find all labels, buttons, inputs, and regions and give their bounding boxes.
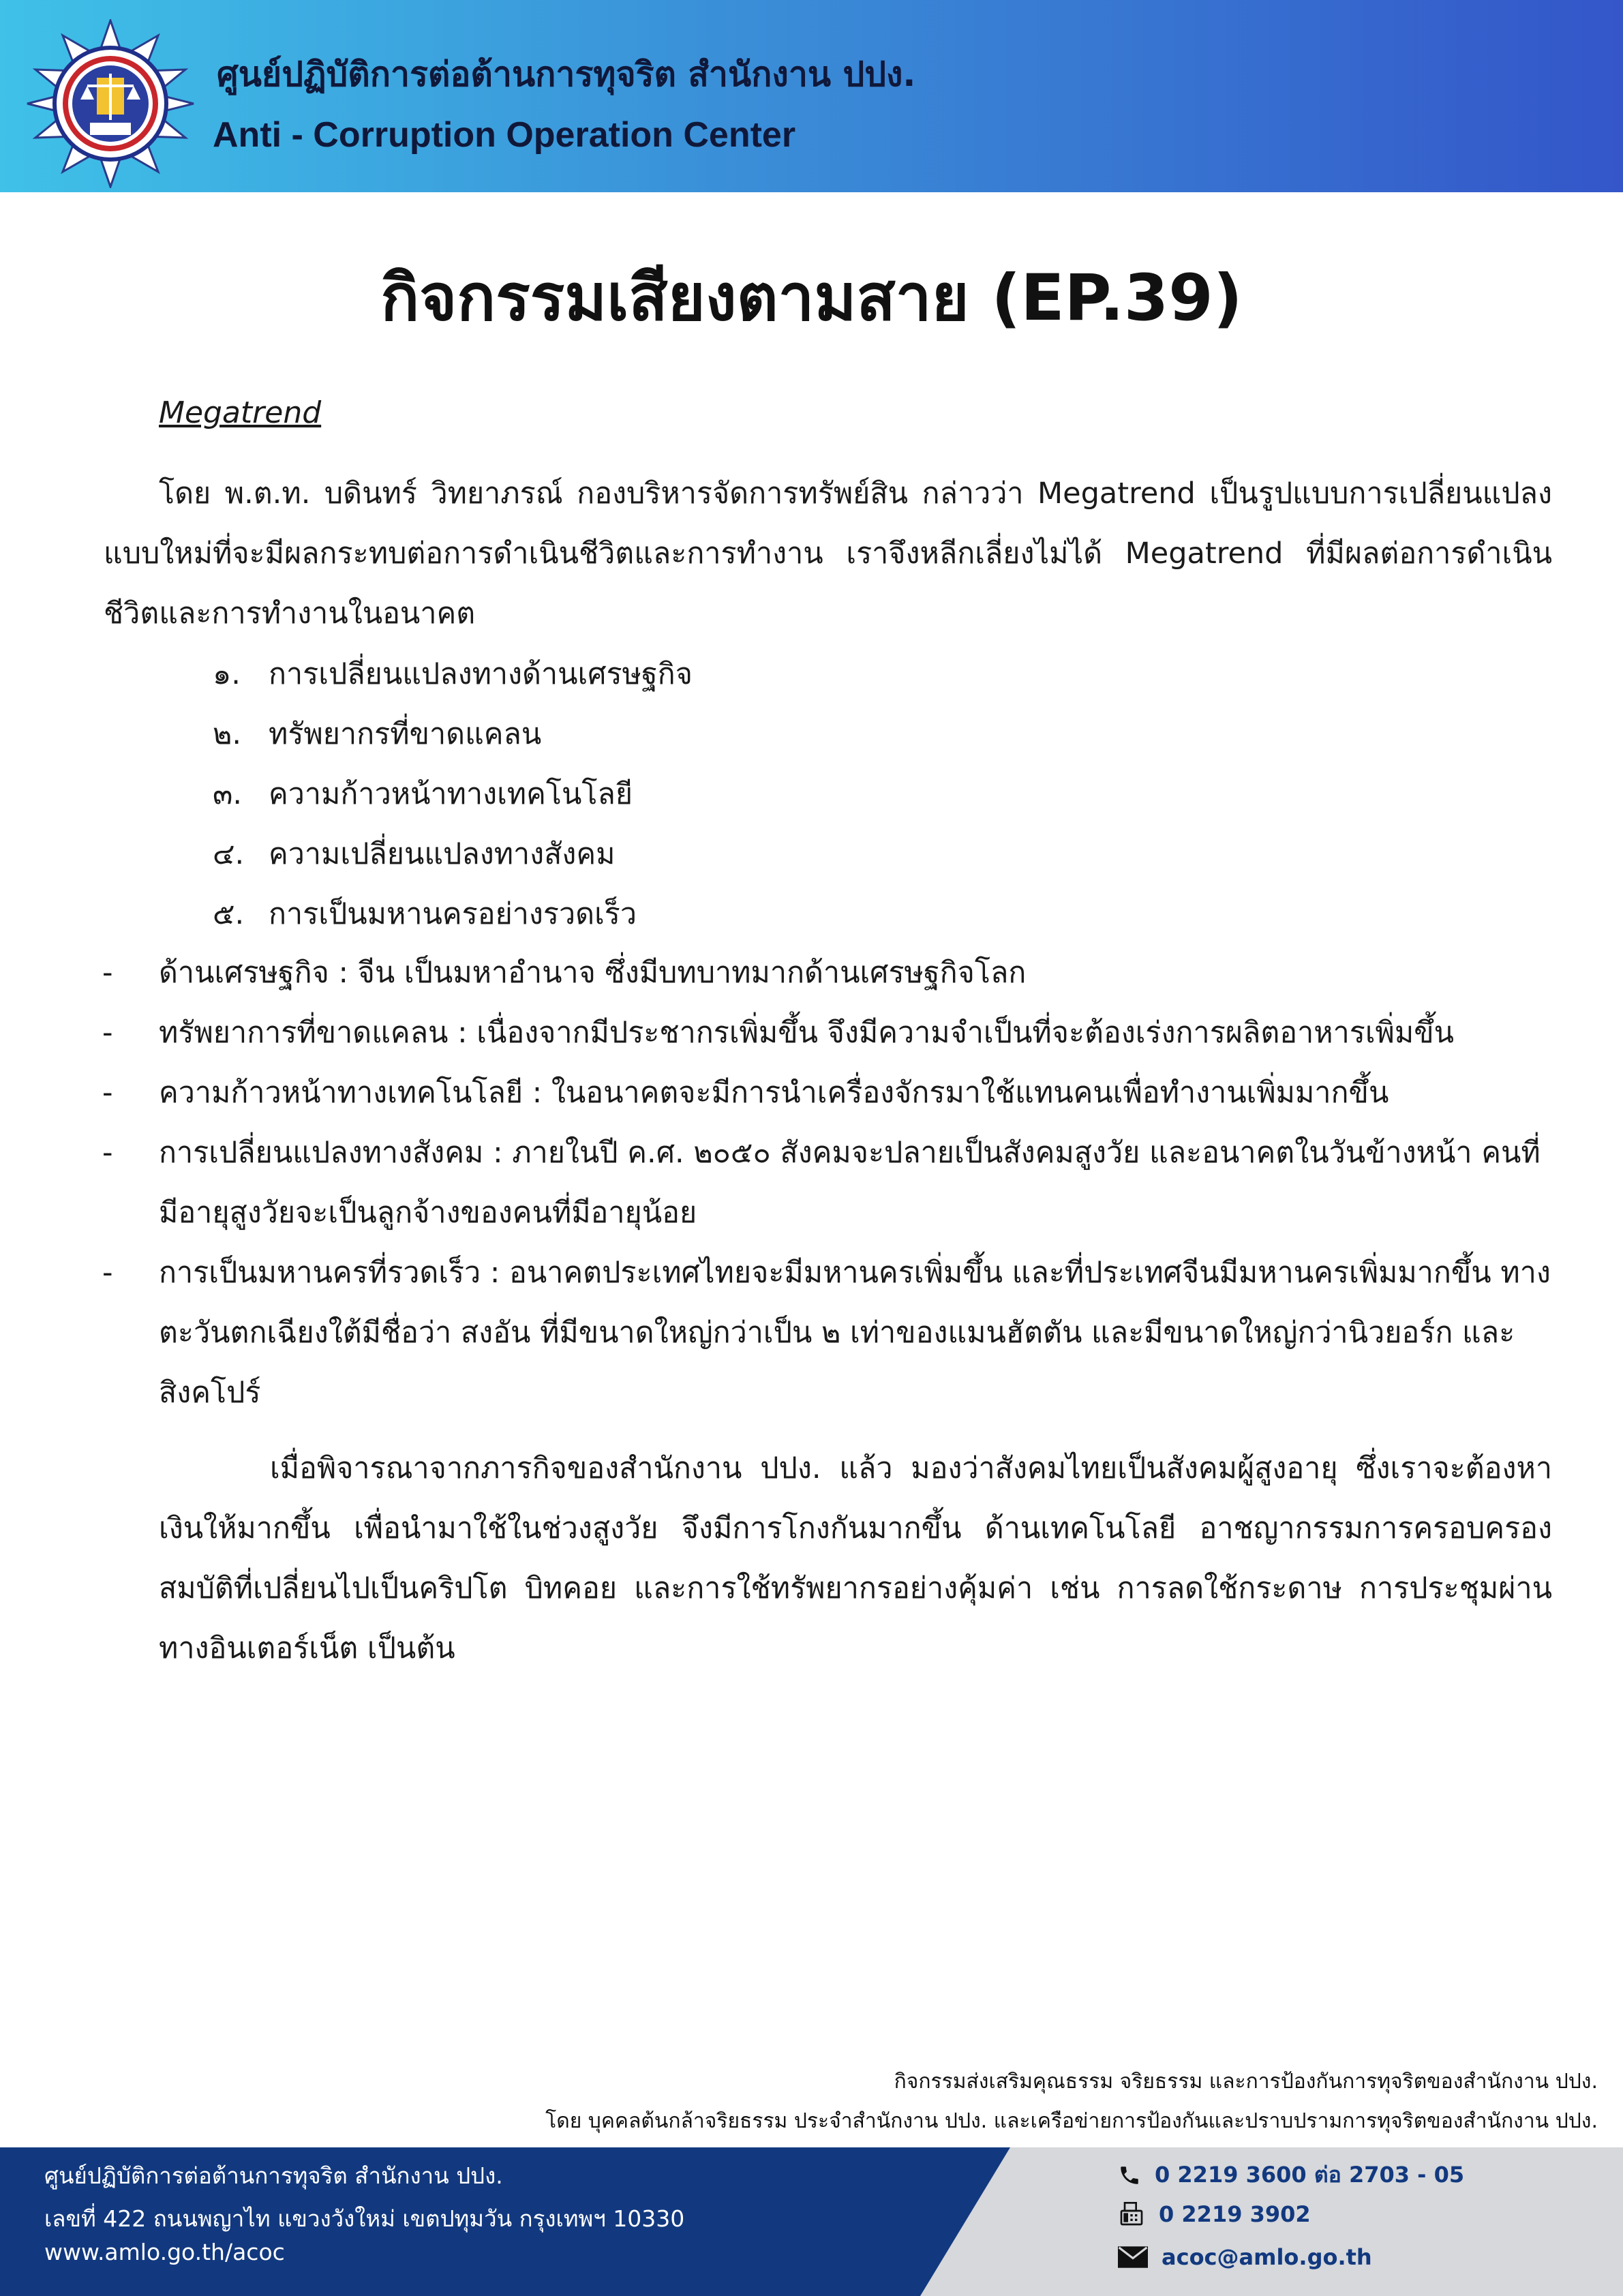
detail-list — [102, 943, 1554, 1423]
footer-website[interactable]: www.amlo.go.th/acoc — [44, 2239, 285, 2265]
footer-note: โดย บุคคลต้นกล้าจริยธรรม ประจำสำนักงาน ปปง. และเครือข่ายการป้องกันและปราบปรามการทุจริตของสำนักงาน ปปง. — [545, 2109, 1598, 2133]
list-item: - ทรัพยาการที่ขาดแคลน : เนื่องจากมีประชากรเพิ่มขึ้น จึงมีความจำเป็นที่จะต้องเร่งการผลิตอาหารเพิ่มขึ้น — [102, 1016, 1454, 1050]
list-item: - ความก้าวหน้าทางเทคโนโลยี : ในอนาคตจะมีการนำเครื่องจักรมาใช้แทนคนเพื่อทำงานเพิ่มมากขึ้น — [102, 1076, 1389, 1110]
footer-fax: 0 2219 3902 — [1118, 2201, 1311, 2228]
list-item: - การเปลี่ยนแปลงทางสังคม : ภายในปี ค.ศ. ๒๐๕๐ สังคมจะปลายเป็นสังคมสูงวัย และอนาคตในวันข้างหน้า คนที่มีอายุสูงวัยจะเป็นลูกจ้างของคนที่มีอายุน้อย — [102, 1136, 1541, 1230]
footer-note: กิจกรรมส่งเสริมคุณธรรม จริยธรรม และการป้องกันการทุจริตของสำนักงาน ปปง. — [894, 2070, 1598, 2094]
amlo-emblem-icon — [26, 19, 195, 188]
list-item: ๓. ความก้าวหน้าทางเทคโนโลยี — [213, 777, 633, 811]
conclusion-paragraph: เมื่อพิจารณาจากภารกิจของสำนักงาน ปปง. แล้ว มองว่าสังคมไทยเป็นสังคมผู้สูงอายุ ซึ่งเราจะต้องหาเงินให้มากขึ้น เพื่อนำมาใช้ในช่วงสูงวัย จึงมีการโกงกันมากขึ้น ด้านเทคโนโลยี อาชญากรรมการครอบครองสมบัติที่เปลี่ยนไปเป็นคริปโต บิทคอย และการใช้ทรัพยากรอย่างคุ้มค่า เช่น การลดใช้กระดาษ การประชุมผ่านทางอินเตอร์เน็ต เป็นต้น — [159, 1451, 1552, 1665]
list-item: - การเป็นมหานครที่รวดเร็ว : อนาคตประเทศไทยจะมีมหานครเพิ่มขึ้น และที่ประเทศจีนมีมหานครเพิ่มมากขึ้น ทางตะวันตกเฉียงใต้มีชื่อว่า สงอัน ที่มีขนาดใหญ่กว่าเป็น ๒ เท่าของแมนฮัตตัน และมีขนาดใหญ่กว่านิวยอร์ก และสิงคโปร์ — [102, 1256, 1551, 1410]
org-name-thai: ศูนย์ปฏิบัติการต่อต้านการทุจริต สำนักงาน ปปง. — [217, 55, 916, 94]
list-item: ๒. ทรัพยากรที่ขาดแคลน — [213, 717, 542, 751]
footer-org-name: ศูนย์ปฏิบัติการต่อต้านการทุจริต สำนักงาน ปปง. — [44, 2162, 503, 2189]
page-title: กิจกรรมเสียงตามสาย (EP.39) — [380, 261, 1243, 335]
list-item: ๑. การเปลี่ยนแปลงทางด้านเศรษฐกิจ — [213, 657, 693, 691]
footer-email[interactable]: acoc@amlo.go.th — [1118, 2244, 1372, 2270]
intro-paragraph: โดย พ.ต.ท. บดินทร์ วิทยาภรณ์ กองบริหารจัดการทรัพย์สิน กล่าวว่า Megatrend เป็นรูปแบบการเปลี่ยนแปลงแบบใหม่ที่จะมีผลกระทบต่อการดำเนินชีวิตและการทำงาน เราจึงหลีกเลี่ยงไม่ได้ Megatrend ที่มีผลต่อการดำเนินชีวิตและการทำงานในอนาคต — [104, 477, 1552, 631]
section-subheading: Megatrend — [159, 395, 322, 430]
header-banner — [0, 0, 1623, 192]
envelope-icon — [1118, 2246, 1148, 2268]
footer-phone: 0 2219 3600 ต่อ 2703 - 05 — [1118, 2158, 1464, 2192]
list-item: ๕. การเป็นมหานครอย่างรวดเร็ว — [213, 897, 637, 931]
fax-icon — [1118, 2201, 1145, 2228]
list-item: ๔. ความเปลี่ยนแปลงทางสังคม — [213, 837, 616, 871]
megatrend-list — [213, 644, 1440, 944]
phone-icon — [1118, 2164, 1141, 2187]
footer-address: เลขที่ 422 ถนนพญาไท แขวงวังใหม่ เขตปทุมวัน กรุงเทพฯ 10330 — [44, 2205, 685, 2232]
org-name-english: Anti - Corruption Operation Center — [213, 115, 796, 155]
list-item: - ด้านเศรษฐกิจ : จีน เป็นมหาอำนาจ ซึ่งมีบทบาทมากด้านเศรษฐกิจโลก — [102, 956, 1027, 990]
